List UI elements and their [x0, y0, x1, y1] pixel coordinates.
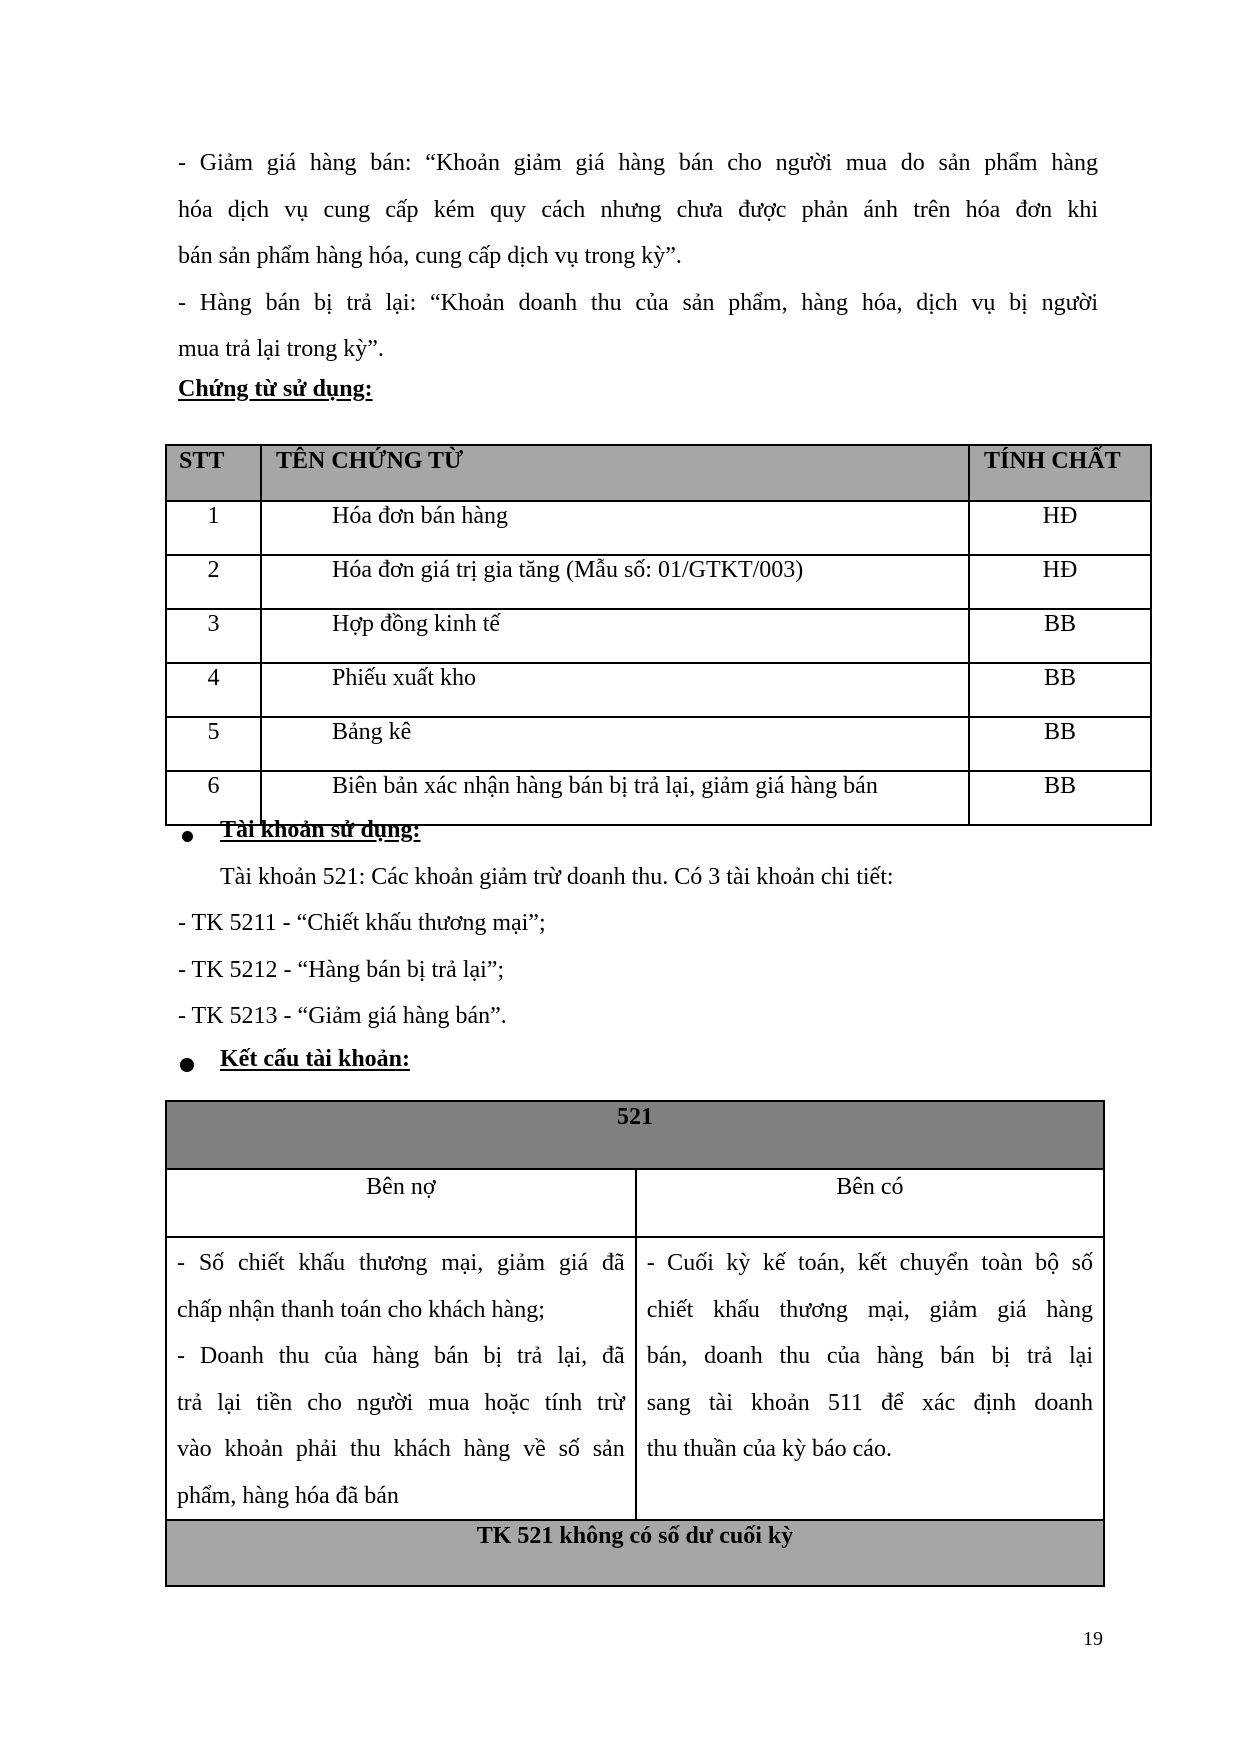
- cell-name: Biên bản xác nhận hàng bán bị trả lại, giảm giá hàng bán: [261, 771, 969, 825]
- cell-type: BB: [969, 717, 1151, 771]
- cell-type: BB: [969, 771, 1151, 825]
- cell-stt: 6: [166, 771, 261, 825]
- cell-type: HĐ: [969, 555, 1151, 609]
- intro-line: - Hàng bán bị trả lại: “Khoản doanh thu của sản phẩm, hàng hóa, dịch vụ bị người: [178, 289, 1098, 316]
- cell-type: BB: [969, 609, 1151, 663]
- credit-line: thu thuần của kỳ báo cáo.: [646, 1436, 892, 1462]
- table-row: [166, 663, 1151, 717]
- footer-row: [166, 1520, 1104, 1586]
- intro-paragraph: [178, 140, 1098, 373]
- debit-line: vào khoản phải thu khách hàng về số sản: [177, 1436, 625, 1462]
- table-row: [166, 609, 1151, 663]
- debit-line: - Số chiết khấu thương mại, giảm giá đã: [177, 1250, 625, 1276]
- credit-line: bán, doanh thu của hàng bán bị trả lại: [646, 1343, 1093, 1369]
- cell-name: Phiếu xuất kho: [261, 663, 969, 717]
- debit-line: chấp nhận thanh toán cho khách hàng;: [177, 1296, 545, 1323]
- debit-line: trả lại tiền cho người mua hoặc tính trừ: [177, 1389, 625, 1416]
- intro-line: mua trả lại trong kỳ”.: [178, 336, 384, 362]
- table-row: [166, 501, 1151, 555]
- cell-stt: 2: [166, 555, 261, 609]
- intro-line: bán sản phẩm hàng hóa, cung cấp dịch vụ trong kỳ”.: [178, 243, 682, 269]
- intro-line: - Giảm giá hàng bán: “Khoản giảm giá hàng bán cho người mua do sản phẩm hàng: [178, 150, 1098, 176]
- debit-entries: [166, 1237, 636, 1520]
- header-document-name: TÊN CHỨNG TỪ: [261, 445, 969, 501]
- cell-name: Hợp đồng kinh tế: [261, 609, 969, 663]
- bullet-icon: [182, 831, 193, 842]
- credit-entries: [636, 1237, 1104, 1520]
- cell-stt: 4: [166, 663, 261, 717]
- accounts-heading: Tài khoản sử dụng:: [220, 817, 421, 843]
- account-structure-table: [165, 1100, 1105, 1587]
- cell-type: BB: [969, 663, 1151, 717]
- cell-name: Hóa đơn bán hàng: [261, 501, 969, 555]
- cell-name: Hóa đơn giá trị gia tăng (Mẫu số: 01/GTKT/003): [261, 555, 969, 609]
- account-item: - TK 5213 - “Giảm giá hàng bán”.: [178, 1003, 507, 1029]
- header-stt: STT: [166, 445, 261, 501]
- account-item: - TK 5212 - “Hàng bán bị trả lại”;: [178, 957, 505, 983]
- table-header-row: [166, 445, 1151, 501]
- entries-row: [166, 1237, 1104, 1520]
- page-number: 19: [1083, 1628, 1103, 1650]
- debit-label: Bên nợ: [166, 1169, 636, 1237]
- credit-line: - Cuối kỳ kế toán, kết chuyển toàn bộ số: [646, 1250, 1093, 1276]
- table-row: [166, 717, 1151, 771]
- table-row: [166, 555, 1151, 609]
- side-labels-row: [166, 1169, 1104, 1237]
- cell-stt: 1: [166, 501, 261, 555]
- debit-line: phẩm, hàng hóa đã bán: [177, 1482, 399, 1509]
- structure-heading: Kết cấu tài khoản:: [220, 1046, 411, 1072]
- balance-note: TK 521 không có số dư cuối kỳ: [166, 1520, 1104, 1586]
- account-number: 521: [166, 1101, 1104, 1169]
- cell-name: Bảng kê: [261, 717, 969, 771]
- cell-stt: 5: [166, 717, 261, 771]
- credit-label: Bên có: [636, 1169, 1104, 1237]
- bullet-icon: [180, 1058, 194, 1072]
- documents-heading: Chứng từ sử dụng:: [178, 376, 373, 402]
- intro-line: hóa dịch vụ cung cấp kém quy cách nhưng chưa được phản ánh trên hóa đơn khi: [178, 196, 1098, 223]
- account-header-row: [166, 1101, 1104, 1169]
- documents-table: [165, 444, 1152, 826]
- debit-line: - Doanh thu của hàng bán bị trả lại, đã: [177, 1343, 625, 1369]
- accounts-intro: Tài khoản 521: Các khoản giảm trừ doanh thu. Có 3 tài khoản chi tiết:: [220, 864, 894, 890]
- credit-line: chiết khấu thương mại, giảm giá hàng: [646, 1296, 1093, 1323]
- cell-type: HĐ: [969, 501, 1151, 555]
- header-nature: TÍNH CHẤT: [969, 445, 1151, 501]
- cell-stt: 3: [166, 609, 261, 663]
- account-item: - TK 5211 - “Chiết khấu thương mại”;: [178, 910, 546, 936]
- credit-line: sang tài khoản 511 để xác định doanh: [646, 1389, 1093, 1416]
